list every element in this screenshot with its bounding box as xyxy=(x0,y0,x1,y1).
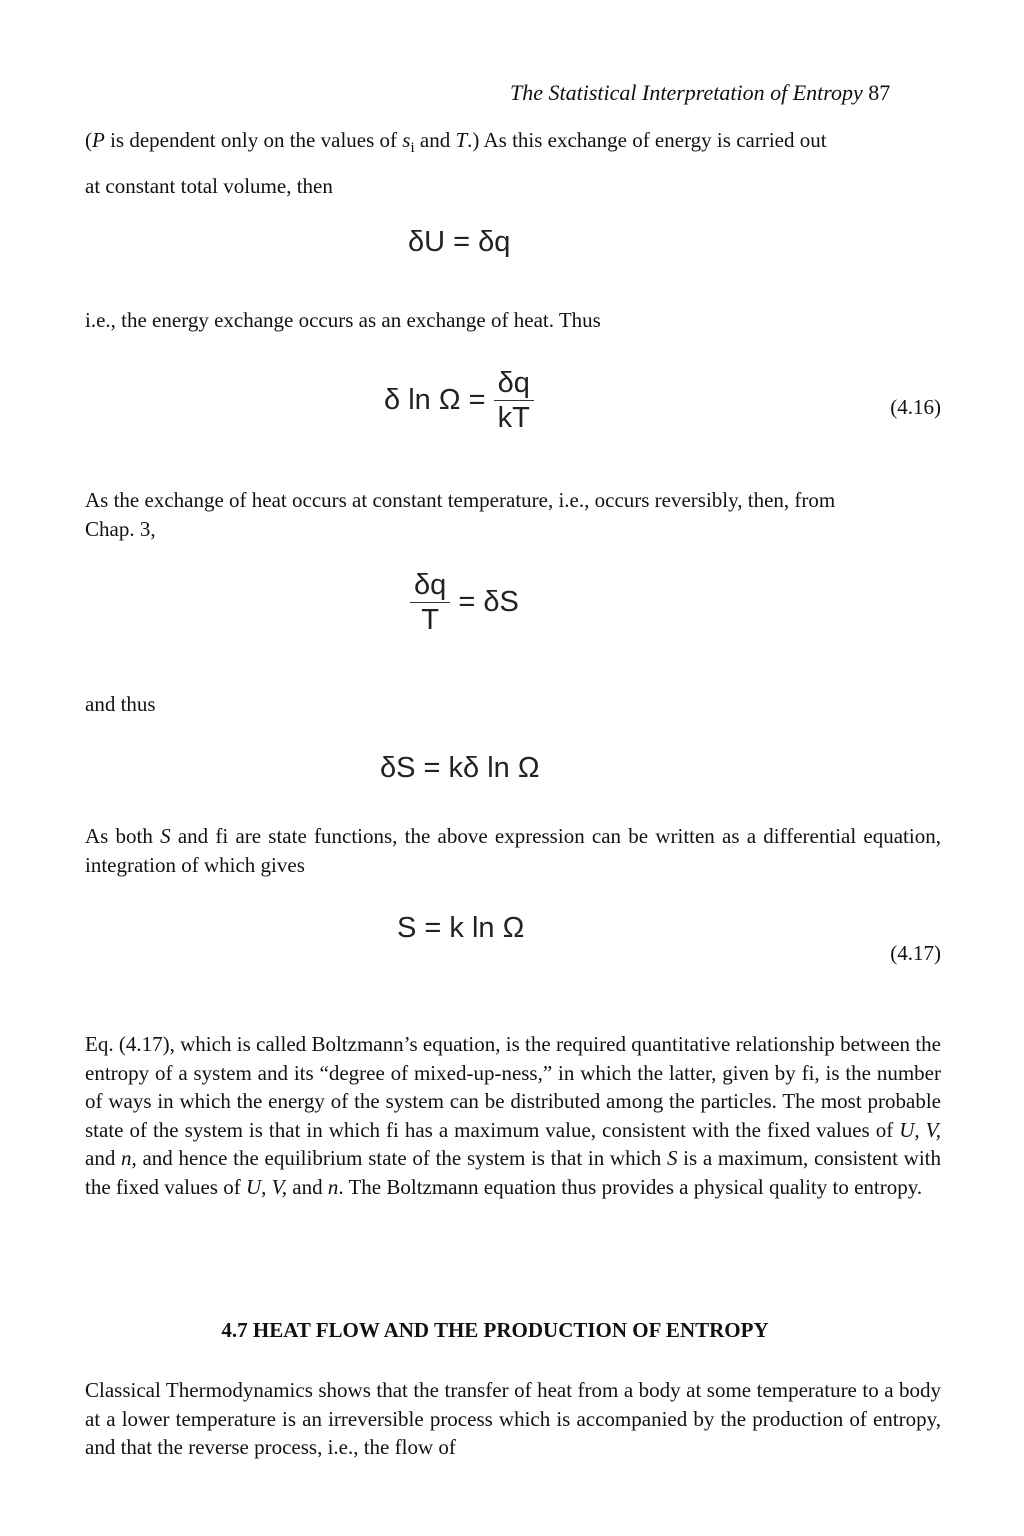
running-head xyxy=(510,80,890,106)
paragraph-4: and thus xyxy=(85,692,156,716)
page-number: 87 xyxy=(868,80,891,105)
equation-4-17: S = k ln Ω xyxy=(397,912,525,944)
paragraph-2: i.e., the energy exchange occurs as an exchange of heat. Thus xyxy=(85,308,601,332)
text-run: As both xyxy=(85,824,161,848)
variable-s: s xyxy=(402,128,411,152)
paragraph-1-line-1 xyxy=(85,126,941,163)
text-run: ( xyxy=(85,128,92,152)
variable-n: n, xyxy=(121,1146,137,1170)
equation-label-4-16: (4.16) xyxy=(890,395,941,419)
variable-s: S xyxy=(666,1146,678,1170)
equation-dq-over-t xyxy=(410,568,519,637)
equation-rhs: = δS xyxy=(458,586,519,618)
variable-p: P xyxy=(92,128,105,152)
text-run: and xyxy=(414,128,456,152)
variable-n: n xyxy=(327,1174,339,1199)
paragraph-3 xyxy=(85,486,941,543)
equation-4-16 xyxy=(384,366,534,435)
fraction-numerator: δq xyxy=(497,367,530,399)
variables-u-v: U, V, xyxy=(899,1117,941,1142)
paragraph-1-line-2: at constant total volume, then xyxy=(85,173,333,198)
text-run: and xyxy=(287,1174,328,1199)
text-run: . The Boltzmann equation thus provides a physical quality to entropy. xyxy=(338,1174,923,1199)
fraction-denominator: T xyxy=(421,604,439,636)
subscript-i: i xyxy=(410,140,415,156)
text-run: is dependent only on the values of xyxy=(104,128,403,152)
text-run: is a maximum, consistent with the fixed values of xyxy=(85,1146,942,1199)
variable-t: T xyxy=(455,128,468,152)
fraction-denominator: kT xyxy=(497,402,530,434)
equation-label-4-17: (4.17) xyxy=(890,941,941,965)
equation-4-16-lhs: δ ln Ω = xyxy=(384,384,486,416)
paragraph-1 xyxy=(85,126,941,200)
paragraph-5 xyxy=(85,822,941,879)
equation-du-dq: δU = δq xyxy=(408,226,511,258)
equation-4-16-fraction xyxy=(494,366,534,435)
paragraph-7: Classical Thermodynamics shows that the transfer of heat from a body at some temperature to a body at a lower temperature is an irreversible process which is accompanied by the production of entropy, and that the reverse process, i.e., the flow of xyxy=(85,1378,941,1459)
paragraph-3-line-1: As the exchange of heat occurs at constant temperature, i.e., occurs reversibly, then, from xyxy=(85,488,836,512)
text-run: .) As this exchange of energy is carried out xyxy=(467,128,827,152)
equation-fraction xyxy=(410,568,450,637)
text-run: and xyxy=(85,1146,122,1170)
variable-s: S xyxy=(160,824,171,848)
text-run: and fi are state functions, the above expression can be written as a differential equation, integration of which gives xyxy=(85,824,941,877)
text-run: and hence the equilibrium state of the system is that in which xyxy=(136,1146,667,1170)
paragraph-6 xyxy=(85,1030,941,1201)
paragraph-3-line-2: Chap. 3, xyxy=(85,516,156,541)
equation-ds: δS = kδ ln Ω xyxy=(380,752,540,784)
fraction-numerator: δq xyxy=(414,569,447,601)
running-title: The Statistical Interpretation of Entropy xyxy=(510,80,863,105)
variables-u-v: U, V, xyxy=(245,1174,287,1199)
text-run: Eq. (4.17), which is called Boltzmann’s equation, is the required quantitative relationship between the entropy of a system and its “degree of mixed-up-ness,” in which the latter, given by fi, is the number of ways in which the energy of the system can be distributed among the particles. The most probable state of the system is that in which fi has a maximum value, consistent with the fixed values of xyxy=(85,1032,941,1142)
section-heading: 4.7 HEAT FLOW AND THE PRODUCTION OF ENTROPY xyxy=(221,1318,769,1342)
